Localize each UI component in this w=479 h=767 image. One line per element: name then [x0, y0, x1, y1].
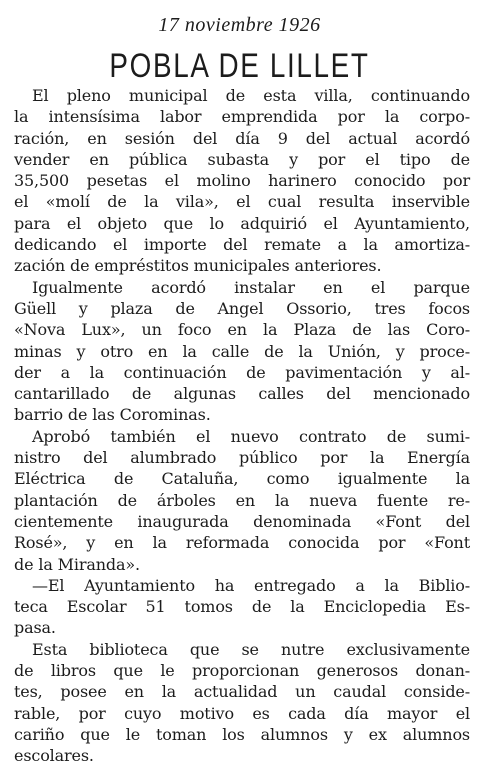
article-line: de libros que le proporcionan generosos donan- — [14, 661, 470, 681]
article-body — [14, 85, 470, 767]
article-line: teca Escolar 51 tomos de la Enciclopedia Es- — [14, 597, 470, 617]
article-line: tes, posee en la actualidad un caudal conside- — [14, 682, 470, 702]
article-line: de la Miranda». — [14, 554, 140, 574]
article-line: Rosé», y en la reformada conocida por «Font — [14, 533, 470, 553]
article-line: Igualmente acordó instalar en el parque — [32, 277, 470, 297]
article-line: Esta biblioteca que se nutre exclusivamente — [32, 639, 470, 659]
article-date: 17 noviembre 1926 — [158, 14, 321, 36]
article-line: cariño que le toman los alumnos y ex alumnos — [14, 724, 470, 744]
article-line: der a la continuación de pavimentación y al- — [14, 362, 470, 382]
article-line: El pleno municipal de esta villa, continuando — [32, 86, 470, 105]
article-line: —El Ayuntamiento ha entregado a la Biblio- — [32, 575, 470, 595]
article-line: dedicando el importe del remate a la amortiza- — [14, 235, 470, 255]
article-line: cientemente inaugurada denominada «Font del — [14, 511, 470, 531]
article-line: Aprobó también el nuevo contrato de sumi- — [32, 426, 470, 446]
article-line: para el objeto que lo adquirió el Ayuntamiento, — [14, 213, 470, 233]
article-line: escolares. — [14, 746, 94, 766]
article-line: Güell y plaza de Angel Ossorio, tres focos — [14, 298, 470, 318]
article-line: plantación de árboles en la nueva fuente re- — [14, 490, 470, 510]
article-line: rable, por cuyo motivo es cada día mayor el — [14, 703, 470, 723]
article-line: 35,500 pesetas el molino harinero conocido por — [14, 171, 470, 191]
article-line: «Nova Lux», un foco en la Plaza de las Coro- — [14, 320, 470, 340]
article-line: nistro del alumbrado público por la Energía — [14, 448, 470, 468]
article-line: minas y otro en la calle de la Unión, y proce- — [14, 341, 470, 361]
article-line: pasa. — [14, 618, 56, 638]
article-line: cantarillado de algunas calles del mencionado — [14, 384, 470, 404]
article-line: zación de empréstitos municipales anteriores. — [14, 256, 382, 276]
article-line: barrio de las Corominas. — [14, 405, 211, 425]
article-line: Eléctrica de Cataluña, como igualmente la — [14, 469, 470, 489]
article-line: ración, en sesión del día 9 del actual acordó — [14, 128, 470, 148]
article-line: el «molí de la vila», el cual resulta inservible — [14, 192, 470, 212]
article-line: la intensísima labor emprendida por la corpo- — [14, 107, 470, 127]
article-line: vender en pública subasta y por el tipo de — [14, 149, 470, 169]
article-headline: POBLA DE LILLET — [109, 47, 370, 85]
